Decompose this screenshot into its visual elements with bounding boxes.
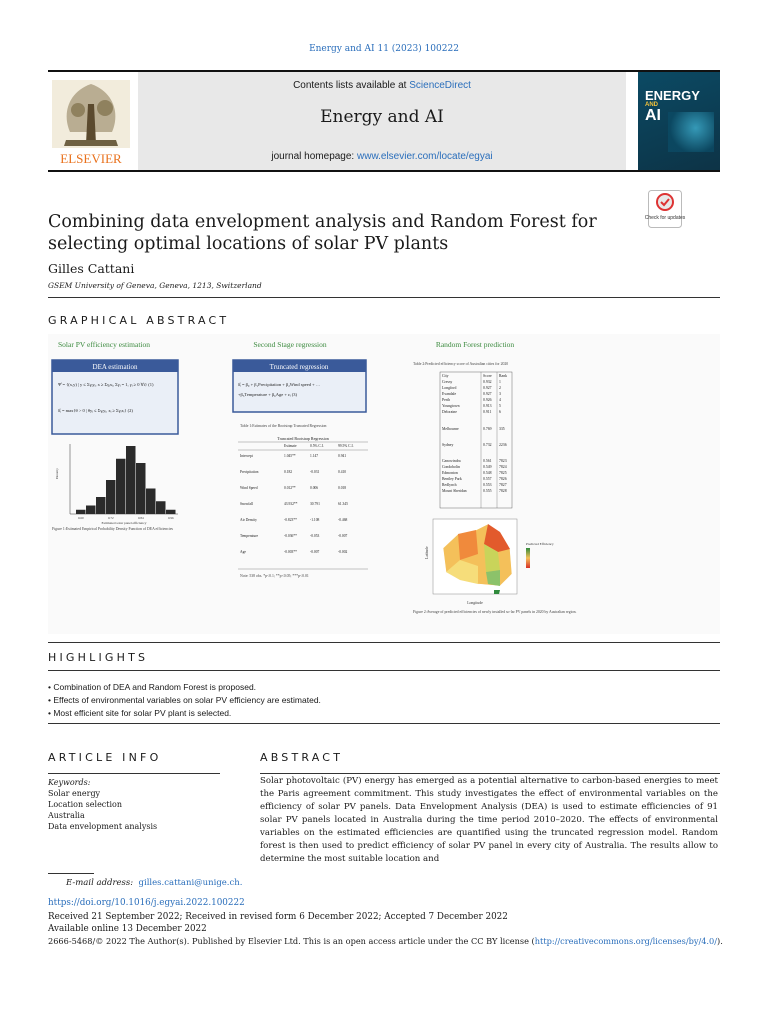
panel3-title: Random Forest prediction [435, 340, 515, 349]
city-cell: 0.553 [483, 483, 492, 487]
city-cell: 3 [499, 392, 501, 396]
city-cell: 0.549 [483, 465, 492, 469]
running-head[interactable]: Energy and AI 11 (2023) 100222 [309, 44, 459, 54]
email-line [66, 878, 242, 888]
author-affiliation: GSEM University of Geneva, Geneva, 1213, Switzerland [48, 281, 262, 290]
divider [48, 297, 720, 298]
city-cell: 7828 [499, 489, 507, 493]
regression-cell: 0.006 [310, 486, 319, 490]
footnote-rule [48, 873, 94, 874]
city-cell: 335 [499, 427, 505, 431]
license-prefix: 2666-5468/© 2022 The Author(s). Published by Elsevier Ltd. This is an open access article under the CC BY license ( [48, 936, 535, 946]
keyword-item: Australia [48, 811, 85, 820]
histogram-tick-label: 0.84 [137, 516, 144, 520]
keyword-item: Data envelopment analysis [48, 822, 158, 831]
keywords-label: Keywords: [48, 778, 91, 787]
cover-title-energy: ENERGY [645, 88, 700, 103]
histogram-bar [96, 497, 106, 514]
panel2-table-caption: Table 1:Estimates of the Bootstrap Truncated Regression [240, 424, 327, 428]
regression-cell: Temperature [240, 534, 259, 538]
city-col-header: Score [483, 374, 492, 378]
city-cell: Deloraine [442, 410, 457, 414]
regression-cell: 0.182 [284, 470, 293, 474]
contents-prefix: Contents lists available at [293, 80, 410, 91]
panel2-title: Second Stage regression [253, 340, 327, 349]
regression-col-header: Estimate [284, 444, 297, 448]
license-link[interactable]: http://creativecommons.org/licenses/by/4.0/ [534, 936, 717, 946]
highlight-text: Most efficient site for solar PV plant is selected. [53, 708, 232, 718]
histogram-bar [156, 501, 166, 514]
map-xlabel: Longitude [467, 601, 483, 605]
panel1-caption: Figure 1:Estimated Empirical Probability Density Function of DEA efficiencies [52, 527, 173, 531]
city-cell: 5 [499, 404, 501, 408]
highlight-item: • Combination of DEA and Random Forest is proposed. [48, 682, 257, 692]
histogram-tick-label: 0.96 [167, 516, 174, 520]
regression-cell: -1.108 [310, 518, 320, 522]
email-label: E-mail address: [66, 878, 134, 888]
city-cell: Melbourne [442, 427, 459, 431]
city-cell: Cressy [442, 380, 453, 384]
histogram-bar [146, 489, 156, 515]
check-updates-label: Check for updates [644, 215, 686, 221]
graphical-abstract-figure [48, 334, 720, 634]
panel1-eq2: δ̂ᵢ = max{θ > 0 | θyᵢ ≤ Σγᵢyᵢ, xᵢ ≥ Σγᵢxᵢ} (2) [58, 408, 133, 413]
city-col-header: Rank [499, 374, 508, 378]
regression-cell: -0.003** [284, 550, 297, 554]
regression-cell: -0.053 [310, 534, 320, 538]
graphical-abstract-heading: GRAPHICAL ABSTRACT [48, 314, 230, 327]
city-cell: 7824 [499, 465, 507, 469]
keyword-item: Location selection [48, 800, 123, 809]
city-cell: 0.557 [483, 477, 492, 481]
map-legend-title: Predicted Efficiency [526, 542, 554, 546]
regression-cell: 1.045** [284, 454, 296, 458]
city-cell: 0.926 [483, 398, 492, 402]
header-bottom-rule [48, 170, 720, 172]
city-cell: 0.732 [483, 443, 492, 447]
city-cell: 7827 [499, 483, 507, 487]
article-title: Combining data envelopment analysis and Random Forest for selecting optimal locations of solar PV plants [48, 212, 597, 254]
cover-title-and: AND [645, 102, 658, 108]
panel3-table-caption: Table 2:Predicted efficiency score of Australian cities for 2020 [413, 362, 509, 366]
article-info-heading: ARTICLE INFO [48, 751, 162, 764]
divider [48, 723, 720, 724]
city-cell: 0.555 [483, 489, 492, 493]
panel1-eq1: Ψ̂ = {(x,y) | y ≤ Σγᵢyᵢ, x ≥ Σγᵢxᵢ, Σγᵢ = 1, γᵢ ≥ 0 ∀i} (1) [58, 382, 154, 387]
panel1-title: Solar PV efficiency estimation [58, 340, 150, 349]
available-online: Available online 13 December 2022 [48, 924, 207, 934]
license-line [48, 936, 723, 946]
doi-link[interactable]: https://doi.org/10.1016/j.egyai.2022.100222 [48, 898, 245, 908]
highlight-text: Effects of environmental variables on solar PV efficiency are estimated. [53, 695, 321, 705]
panel2-eq-cont: +β₅Temperature + β₆Age + εᵢ (3) [238, 392, 297, 397]
regression-col-header: 0.5% C.I. [310, 444, 324, 448]
histogram-tick-label: 0.60 [77, 516, 84, 520]
email-link[interactable]: gilles.cattani@unige.ch. [138, 878, 243, 888]
city-cell: Canowindra [442, 459, 461, 463]
city-cell: 4 [499, 398, 501, 402]
histogram-bar [106, 480, 116, 514]
city-cell: 7826 [499, 477, 507, 481]
city-cell: Sydney [442, 443, 454, 447]
regression-cell: -0.007 [310, 550, 320, 554]
city-cell: 6 [499, 410, 501, 414]
city-cell: Condobolin [442, 465, 460, 469]
regression-cell: -0.036** [284, 534, 297, 538]
regression-cell: 0.410 [338, 470, 347, 474]
sciencedirect-link[interactable]: ScienceDirect [409, 80, 471, 91]
regression-cell: -0.823** [284, 518, 297, 522]
regression-cell: 30.791 [310, 502, 320, 506]
city-cell: 0.927 [483, 392, 492, 396]
regression-cell: Age [240, 550, 246, 554]
city-cell: 0.913 [483, 404, 492, 408]
panel1-box-title: DEA estimation [92, 363, 138, 371]
city-cell: 0.932 [483, 380, 492, 384]
regression-cell: 0.012** [284, 486, 296, 490]
city-cell: Youngtown [442, 404, 460, 408]
check-for-updates-badge[interactable] [644, 190, 686, 228]
city-cell: Perth [442, 398, 451, 402]
city-col-header: City [442, 374, 449, 378]
journal-name: Energy and AI [320, 107, 444, 127]
regression-cell: Snowfall [240, 502, 253, 506]
homepage-prefix: journal homepage: [271, 151, 357, 162]
author-name[interactable]: Gilles Cattani [48, 261, 135, 276]
regression-cell: -0.007 [338, 534, 348, 538]
histogram-bar [136, 463, 146, 514]
city-cell: 2 [499, 386, 501, 390]
map-legend-scale [526, 548, 530, 568]
received-dates: Received 21 September 2022; Received in revised form 6 December 2022; Accepted 7 December 2022 [48, 912, 508, 922]
city-cell: 0.911 [483, 410, 492, 414]
city-cell: Mount Sheridan [442, 489, 467, 493]
regression-cell: 61.345 [338, 502, 348, 506]
panel2-note: Note: 538 obs. *p<0.1; **p<0.05; ***p<0.01 [240, 574, 309, 578]
regression-cell: 1.147 [310, 454, 319, 458]
panel3-map-caption: Figure 2:Average of predicted efficiencies of newly installed so-lar PV panels in 2020 by Australian region. [413, 610, 577, 614]
city-cell: 1 [499, 380, 501, 384]
histogram-bar [126, 446, 136, 514]
histogram-xlabel: Estimated solar panel efficiency [101, 521, 147, 525]
map-ylabel: Latitude [425, 546, 429, 559]
regression-cell: -0.468 [338, 518, 348, 522]
divider [48, 670, 720, 671]
regression-cell: 43.932** [284, 502, 298, 506]
elsevier-logo [48, 74, 134, 168]
city-cell: 0.769 [483, 427, 492, 431]
divider [48, 773, 220, 774]
city-cell: 0.927 [483, 386, 492, 390]
divider [260, 773, 720, 774]
city-cell: Evandale [442, 392, 457, 396]
city-cell: 7823 [499, 459, 507, 463]
city-cell: Longford [442, 386, 457, 390]
panel2-eq: δ̂ᵢ = β₀ + β₁Precipitation + β₂Wind speed + … [238, 382, 321, 387]
abstract-text: Solar photovoltaic (PV) energy has emerged as a potential alternative to carbon-based energies to meet the Paris agreement commitment. This study investigates the effect of environmental variables on the efficiency of solar PV panels. Data Envelopment Analysis (DEA) is used to estimate efficiencies of 91 solar PV panels located in Australia during the time period 2010–2020. The effects of environmental variables on the estimated efficiencies are quantified using the truncated regression model. Random forest is then used to predict efficiency of solar PV panel in every city of Australia. The results allow to determine the most suitable location and [260, 776, 718, 864]
regression-cell: Air Density [240, 518, 257, 522]
panel2-table-head: Truncated Bootstrap Regression [277, 436, 329, 441]
regression-col-header: 99.5% C.I. [338, 444, 354, 448]
regression-cell: Precipitation [240, 470, 259, 474]
city-cell: 0.561 [483, 459, 492, 463]
homepage-link[interactable]: www.elsevier.com/locate/egyai [357, 151, 493, 162]
contents-line [138, 80, 626, 91]
histogram-bar [76, 510, 86, 514]
keyword-item: Solar energy [48, 789, 101, 798]
cover-title-ai: AI [645, 107, 661, 124]
regression-cell: -0.002 [338, 550, 348, 554]
histogram-ylabel: Density [55, 468, 59, 479]
city-cell: 2236 [499, 443, 507, 447]
regression-cell: Intercept [240, 454, 253, 458]
highlight-item: • Effects of environmental variables on solar PV efficiency are estimated. [48, 695, 321, 705]
panel2-box-title: Truncated regression [269, 363, 329, 371]
regression-cell: 0.941 [338, 454, 347, 458]
abstract-heading: ABSTRACT [260, 751, 344, 764]
city-cell: 0.548 [483, 471, 492, 475]
license-suffix: ). [717, 936, 723, 946]
histogram-tick-label: 0.72 [107, 516, 114, 520]
highlight-item: • Most efficient site for solar PV plant is selected. [48, 708, 232, 718]
highlight-text: Combination of DEA and Random Forest is proposed. [53, 682, 257, 692]
regression-cell: -0.031 [310, 470, 320, 474]
city-cell: Redlynch [442, 483, 457, 487]
cover-art [668, 112, 714, 152]
histogram-bar [166, 510, 176, 514]
journal-cover[interactable] [638, 72, 720, 170]
city-cell: Edmonton [442, 471, 458, 475]
regression-cell: 0.018 [338, 486, 347, 490]
city-cell: Bentley Park [442, 477, 462, 481]
histogram-bar [86, 506, 96, 515]
highlights-heading: HIGHLIGHTS [48, 651, 149, 664]
histogram-bar [116, 459, 126, 514]
divider [48, 642, 720, 643]
city-cell: 7825 [499, 471, 507, 475]
homepage-line [138, 151, 626, 162]
regression-cell: Wind Speed [240, 486, 258, 490]
publisher-name: ELSEVIER [60, 151, 122, 166]
